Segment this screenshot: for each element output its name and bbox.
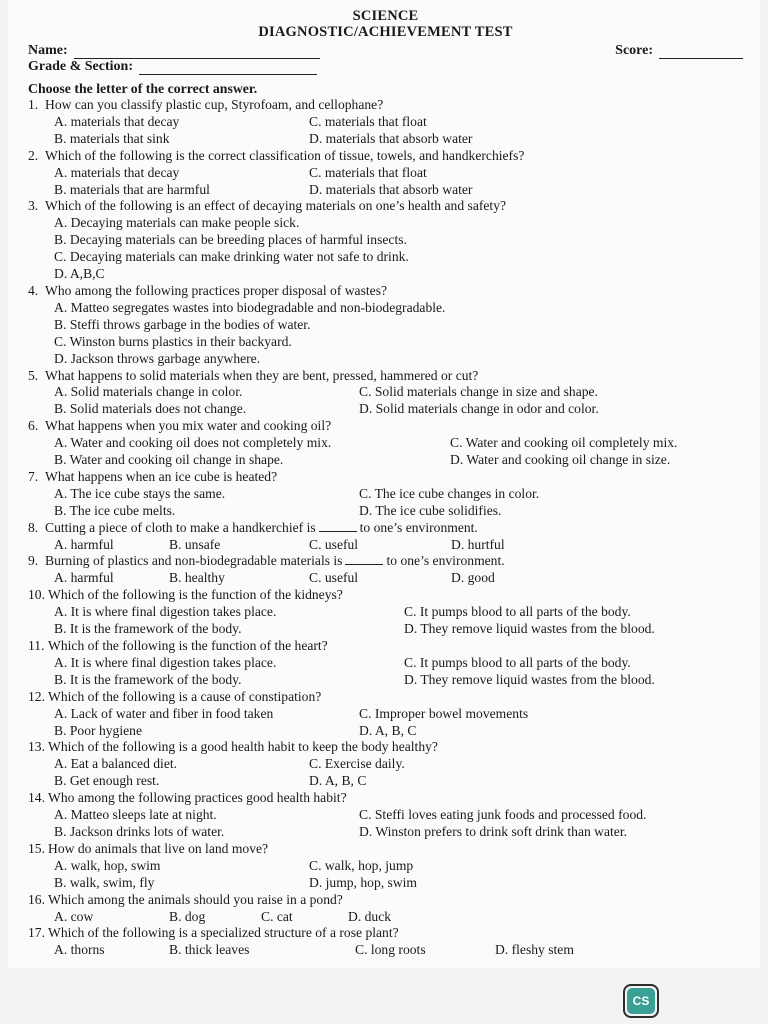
option-d: D. A, B, C xyxy=(359,722,417,738)
grade-blank xyxy=(139,63,317,75)
question-2 xyxy=(28,148,743,199)
question-3 xyxy=(28,198,743,283)
option-c: C. Steffi loves eating junk foods and processed food. xyxy=(359,807,647,823)
option-a: A. It is where final digestion takes place. xyxy=(54,654,277,670)
option-a: A. cow xyxy=(54,908,94,924)
option-b: B. Jackson drinks lots of water. xyxy=(54,823,225,839)
question-9 xyxy=(28,553,743,587)
option-d: D. They remove liquid wastes from the blood. xyxy=(404,621,655,637)
grade-label: Grade & Section: xyxy=(28,59,133,74)
name-blank xyxy=(74,47,320,59)
question-number: 2. xyxy=(28,147,39,163)
option-b: B. materials that are harmful xyxy=(54,181,210,197)
question-text: Which of the following is the function of the heart? xyxy=(48,638,328,653)
question-6 xyxy=(28,418,743,469)
answer-blank xyxy=(345,553,383,565)
question-number: 10. xyxy=(28,587,45,603)
question-number: 16. xyxy=(28,891,45,907)
question-13 xyxy=(28,739,743,790)
question-number: 15. xyxy=(28,840,45,856)
question-12 xyxy=(28,689,743,740)
option-d: D. They remove liquid wastes from the blood. xyxy=(404,671,655,687)
question-text: Which of the following is a specialized structure of a rose plant? xyxy=(48,925,399,941)
name-field xyxy=(28,43,320,59)
question-text-end: to one’s environment. xyxy=(359,519,478,535)
option-a: A. It is where final digestion takes place. xyxy=(54,604,277,620)
option-a: A. Decaying materials can make people sick. xyxy=(54,215,300,231)
question-text: Which of the following is a good health habit to keep the body healthy? xyxy=(48,739,438,755)
test-title: DIAGNOSTIC/ACHIEVEMENT TEST xyxy=(258,24,513,40)
option-d: D. hurtful xyxy=(451,536,505,552)
question-15 xyxy=(28,841,743,892)
option-c: C. materials that float xyxy=(309,164,427,180)
option-a: A. Eat a balanced diet. xyxy=(54,756,178,772)
question-number: 5. xyxy=(28,367,39,383)
option-c: C. Decaying materials can make drinking water not safe to drink. xyxy=(54,249,409,265)
option-d: D. good xyxy=(451,570,495,586)
question-7 xyxy=(28,469,743,520)
score-label: Score: xyxy=(615,43,653,58)
option-a: A. Lack of water and fiber in food taken xyxy=(54,705,274,721)
question-number: 4. xyxy=(28,282,39,298)
question-number: 14. xyxy=(28,790,45,806)
option-d: D. Water and cooking oil change in size. xyxy=(450,452,671,468)
option-b: B. Decaying materials can be breeding places of harmful insects. xyxy=(54,232,407,248)
question-number: 13. xyxy=(28,739,45,755)
option-c: C. useful xyxy=(309,570,359,586)
option-b: B. Water and cooking oil change in shape. xyxy=(54,452,284,468)
option-c: C. cat xyxy=(261,908,293,924)
grade-field xyxy=(28,59,317,75)
option-b: B. materials that sink xyxy=(54,130,170,146)
score-blank xyxy=(659,47,743,59)
option-c: C. Water and cooking oil completely mix. xyxy=(450,435,678,451)
question-number: 3. xyxy=(28,198,39,214)
option-b: B. It is the framework of the body. xyxy=(54,671,242,687)
question-text: Who among the following practices good health habit? xyxy=(48,790,347,806)
question-11 xyxy=(28,638,743,689)
option-d: D. materials that absorb water xyxy=(309,181,473,197)
option-b: B. Poor hygiene xyxy=(54,722,142,738)
question-8 xyxy=(28,520,743,554)
option-d: D. Jackson throws garbage anywhere. xyxy=(54,350,261,366)
option-d: D. Solid materials change in odor and color. xyxy=(359,401,599,417)
question-text: What happens when you mix water and cooking oil? xyxy=(45,418,332,434)
question-1 xyxy=(28,97,743,148)
option-c: C. materials that float xyxy=(309,113,427,129)
option-c: C. It pumps blood to all parts of the body. xyxy=(404,654,631,670)
option-b: B. thick leaves xyxy=(169,942,250,958)
question-number: 7. xyxy=(28,468,39,484)
option-d: D. A, B, C xyxy=(309,773,367,789)
option-d: D. A,B,C xyxy=(54,266,105,282)
option-b: B. Solid materials does not change. xyxy=(54,401,247,417)
option-b: B. walk, swim, fly xyxy=(54,874,155,890)
option-a: A. thorns xyxy=(54,942,105,958)
score-field xyxy=(615,43,743,59)
option-c: C. Exercise daily. xyxy=(309,756,405,772)
option-b: B. Get enough rest. xyxy=(54,773,160,789)
question-14 xyxy=(28,790,743,841)
option-c: C. The ice cube changes in color. xyxy=(359,485,540,501)
option-a: A. The ice cube stays the same. xyxy=(54,485,226,501)
option-a: A. materials that decay xyxy=(54,113,180,129)
question-text: Which of the following is the function of the kidneys? xyxy=(48,587,343,603)
question-number: 6. xyxy=(28,418,39,434)
option-b: B. dog xyxy=(169,908,206,924)
camscanner-logo-icon xyxy=(627,988,655,1014)
test-sheet xyxy=(8,0,760,968)
question-text: Who among the following practices proper disposal of wastes? xyxy=(45,282,388,298)
option-c: C. Solid materials change in size and shape. xyxy=(359,384,598,400)
option-c: C. walk, hop, jump xyxy=(309,857,414,873)
question-text: Cutting a piece of cloth to make a handkerchief is xyxy=(45,519,316,535)
question-text: How can you classify plastic cup, Styrofoam, and cellophane? xyxy=(45,97,384,112)
option-d: D. Winston prefers to drink soft drink than water. xyxy=(359,823,628,839)
question-text-end: to one’s environment. xyxy=(386,553,505,569)
option-b: B. The ice cube melts. xyxy=(54,502,176,518)
option-b: B. unsafe xyxy=(169,536,221,552)
option-d: D. materials that absorb water xyxy=(309,130,473,146)
option-b: B. Steffi throws garbage in the bodies of water. xyxy=(54,316,311,332)
question-number: 12. xyxy=(28,688,45,704)
question-number: 17. xyxy=(28,925,45,941)
question-17 xyxy=(28,925,743,959)
logo-text: CS xyxy=(632,994,650,1008)
question-4 xyxy=(28,283,743,368)
question-10 xyxy=(28,587,743,638)
option-d: D. fleshy stem xyxy=(495,942,574,958)
option-a: A. harmful xyxy=(54,570,114,586)
question-text: Which of the following is an effect of decaying materials on one’s health and safety? xyxy=(45,198,507,214)
question-number: 1. xyxy=(28,97,39,112)
option-d: D. jump, hop, swim xyxy=(309,874,417,890)
question-text: How do animals that live on land move? xyxy=(48,840,269,856)
option-c: C. useful xyxy=(309,536,359,552)
option-a: A. harmful xyxy=(54,536,114,552)
question-5 xyxy=(28,368,743,419)
question-number: 8. xyxy=(28,519,39,535)
header-fields xyxy=(28,41,743,75)
option-a: A. Matteo sleeps late at night. xyxy=(54,807,217,823)
question-text: Which of the following is the correct classification of tissue, towels, and handkerchiefs? xyxy=(45,147,525,163)
question-number: 9. xyxy=(28,553,39,569)
question-text: Which of the following is a cause of constipation? xyxy=(48,688,322,704)
option-b: B. healthy xyxy=(169,570,225,586)
option-a: A. Solid materials change in color. xyxy=(54,384,243,400)
option-a: A. materials that decay xyxy=(54,164,180,180)
option-d: D. duck xyxy=(348,908,392,924)
question-text: Burning of plastics and non-biodegradable materials is xyxy=(45,553,343,569)
page-content xyxy=(28,8,743,959)
answer-blank xyxy=(319,520,357,532)
option-c: C. long roots xyxy=(355,942,426,958)
option-c: C. It pumps blood to all parts of the body. xyxy=(404,604,631,620)
option-b: B. It is the framework of the body. xyxy=(54,621,242,637)
name-label: Name: xyxy=(28,43,68,58)
option-a: A. Water and cooking oil does not completely mix. xyxy=(54,435,332,451)
option-a: A. Matteo segregates wastes into biodegradable and non-biodegradable. xyxy=(54,299,446,315)
question-number: 11. xyxy=(28,638,45,653)
instructions: Choose the letter of the correct answer. xyxy=(28,81,258,96)
question-text: Which among the animals should you raise in a pond? xyxy=(48,891,343,907)
option-c: C. Winston burns plastics in their backyard. xyxy=(54,333,292,349)
subject-title: SCIENCE xyxy=(352,8,419,24)
question-text: What happens to solid materials when they are bent, pressed, hammered or cut? xyxy=(45,367,479,383)
option-a: A. walk, hop, swim xyxy=(54,857,161,873)
option-d: D. The ice cube solidifies. xyxy=(359,502,502,518)
option-c: C. Improper bowel movements xyxy=(359,705,529,721)
question-text: What happens when an ice cube is heated? xyxy=(45,468,278,484)
question-16 xyxy=(28,892,743,926)
